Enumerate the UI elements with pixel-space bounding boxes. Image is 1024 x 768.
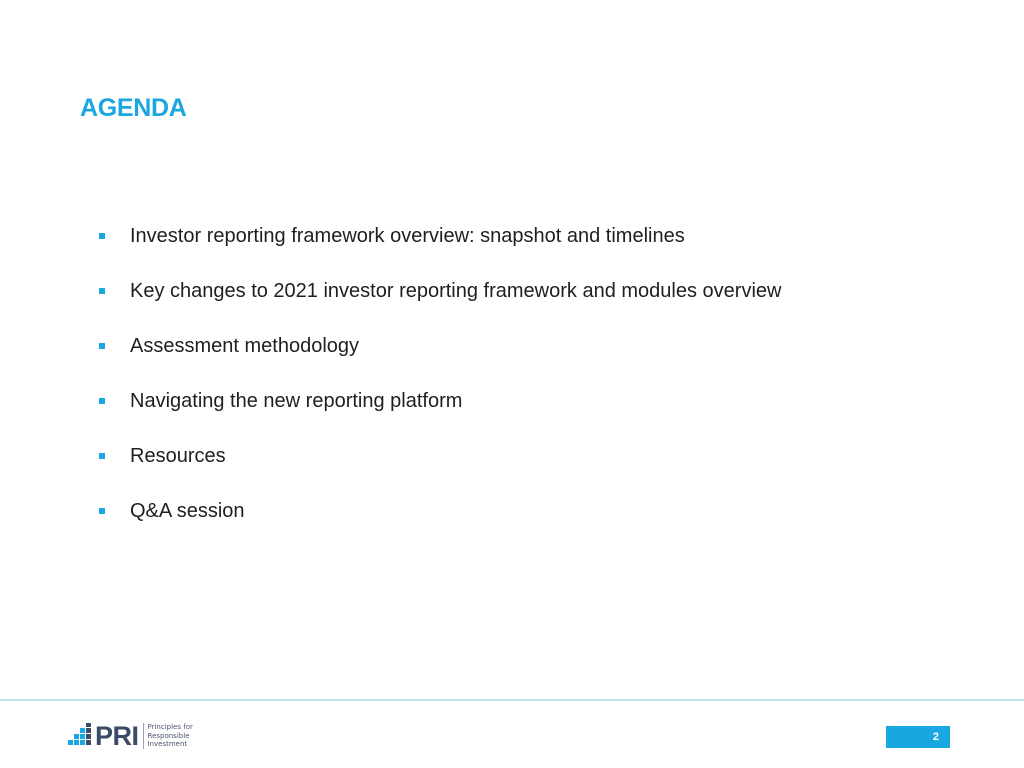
agenda-item <box>99 388 949 414</box>
agenda-item-text: Navigating the new reporting platform <box>130 390 463 412</box>
agenda-item-text: Q&A session <box>130 500 245 522</box>
pri-logo-icon <box>68 723 94 749</box>
pri-logo <box>68 722 208 750</box>
slide-title: AGENDA <box>80 94 187 122</box>
square-bullet-icon <box>99 398 105 404</box>
pri-logo-tagline: Principles for Responsible Investment <box>147 723 193 749</box>
agenda-item <box>99 498 949 524</box>
square-bullet-icon <box>99 343 105 349</box>
agenda-item <box>99 278 949 304</box>
agenda-item <box>99 223 949 249</box>
agenda-item-text: Resources <box>130 445 226 467</box>
square-bullet-icon <box>99 508 105 514</box>
square-bullet-icon <box>99 453 105 459</box>
agenda-item <box>99 333 949 359</box>
agenda-item-text: Assessment methodology <box>130 335 360 357</box>
page-number: 2 <box>886 726 950 748</box>
square-bullet-icon <box>99 288 105 294</box>
agenda-item-text: Investor reporting framework overview: snapshot and timelines <box>130 225 685 247</box>
logo-divider <box>143 723 144 749</box>
agenda-item-text: Key changes to 2021 investor reporting framework and modules overview <box>130 280 782 302</box>
agenda-item <box>99 443 949 469</box>
square-bullet-icon <box>99 233 105 239</box>
pri-logo-word: PRI <box>95 721 139 751</box>
footer-divider <box>0 699 1024 701</box>
